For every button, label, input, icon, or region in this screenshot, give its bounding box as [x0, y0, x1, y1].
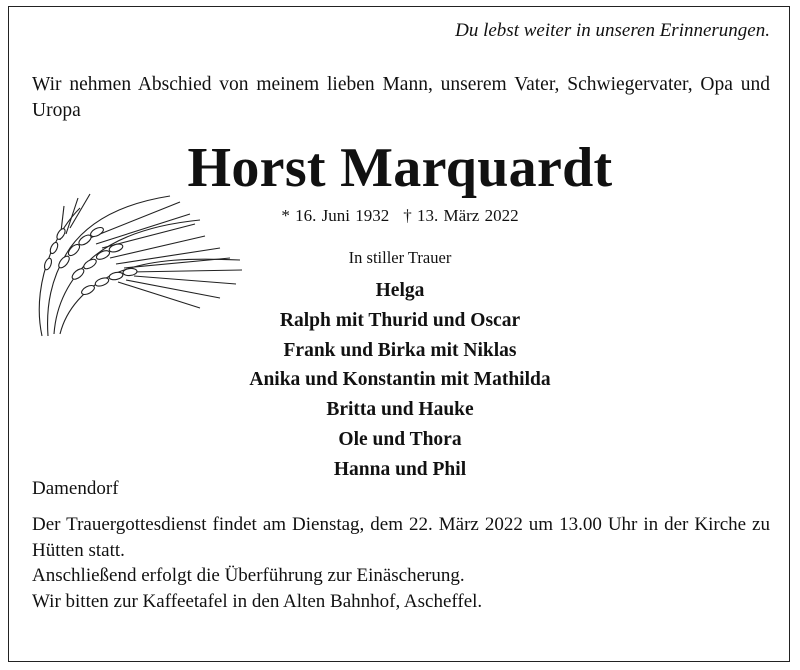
- family-member: Britta und Hauke: [326, 399, 474, 421]
- motto: Du lebst weiter in unseren Erinnerungen.: [455, 20, 770, 41]
- service-info: [32, 512, 770, 614]
- service-line: Anschließend erfolgt die Überführung zur Einäscherung.: [32, 565, 465, 586]
- life-dates: [0, 206, 800, 226]
- family-member: Frank und Birka mit Niklas: [283, 339, 517, 361]
- birth-date: * 16. Juni 1932: [281, 206, 390, 225]
- family-member: Ralph mit Thurid und Oscar: [279, 309, 521, 331]
- deceased-name: Horst Marquardt: [187, 137, 613, 199]
- death-date: † 13. März 2022: [403, 206, 519, 225]
- family-member: Helga: [375, 280, 425, 301]
- family-member: Anika und Konstantin mit Mathilda: [249, 369, 551, 391]
- service-line: Der Trauergottesdienst findet am Dienstag, dem 22. März 2022 um 13.00 Uhr in der Kirche zu Hütten statt.: [32, 514, 770, 561]
- service-line: Wir bitten zur Kaffeetafel in den Alten Bahnhof, Ascheffel.: [32, 590, 483, 612]
- intro-text: Wir nehmen Abschied von meinem lieben Mann, unserem Vater, Schwiegervater, Opa und Uropa: [32, 74, 770, 121]
- family-member: Ole und Thora: [338, 428, 462, 450]
- family-member: Hanna und Phil: [333, 458, 467, 480]
- place-name: Damendorf: [32, 478, 119, 499]
- family-list: [0, 276, 800, 485]
- mourning-label: In stiller Trauer: [348, 248, 452, 267]
